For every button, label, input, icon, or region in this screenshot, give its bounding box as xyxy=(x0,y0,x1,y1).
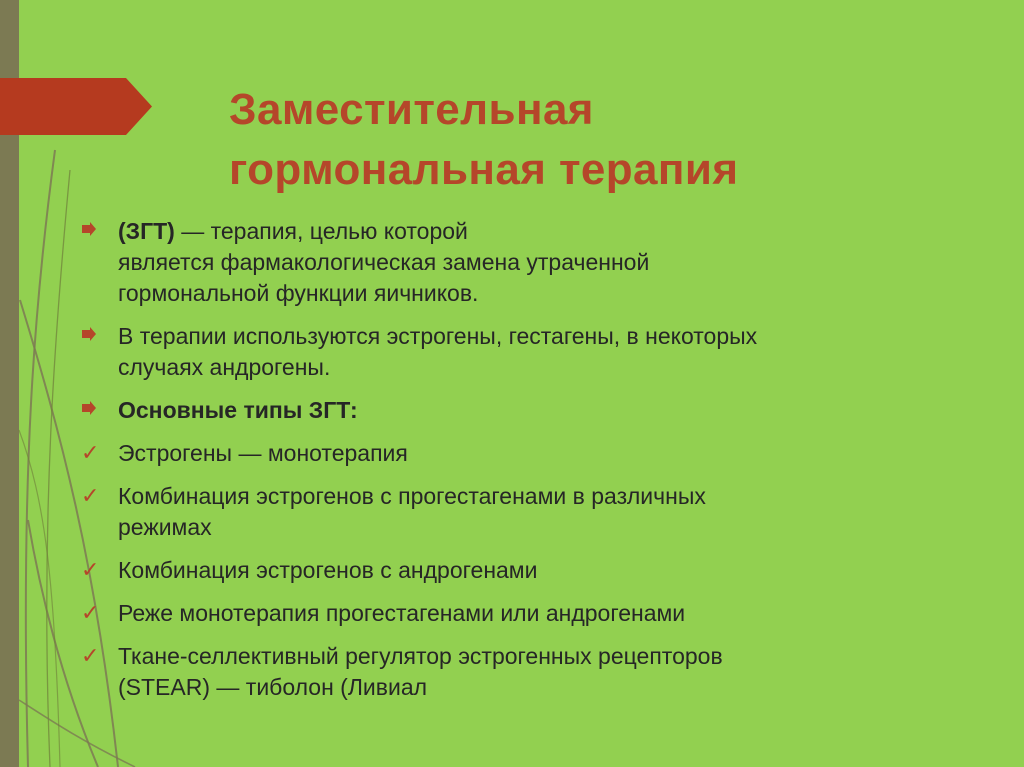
slide-title-line2: гормональная терапия xyxy=(229,145,739,194)
check-icon: ✓ xyxy=(81,600,100,625)
slide-title xyxy=(229,80,989,200)
zgt-definition-line3: гормональной функции яичников. xyxy=(118,280,479,306)
title-arrow-banner xyxy=(0,78,155,135)
check-icon: ✓ xyxy=(81,643,100,668)
list-item xyxy=(82,555,902,586)
type-item-text-line2: режимах xyxy=(118,514,212,540)
type-item-text: Комбинация эстрогенов с прогестагенами в различных xyxy=(118,483,706,509)
slide-title-line1: Заместительная xyxy=(229,85,594,134)
list-item xyxy=(82,481,902,543)
list-item xyxy=(82,598,902,629)
zgt-abbreviation: (ЗГТ) xyxy=(118,218,175,244)
list-item xyxy=(82,216,902,309)
hormones-line2: случаях андрогены. xyxy=(118,354,331,380)
arrow-bullet-icon xyxy=(82,222,96,236)
content-list xyxy=(82,216,902,715)
check-icon: ✓ xyxy=(81,483,100,508)
type-item-text-line2: (STEAR) — тиболон (Ливиал xyxy=(118,674,428,700)
list-item xyxy=(82,641,902,703)
zgt-definition-line2: является фармакологическая замена утраченной xyxy=(118,249,650,275)
zgt-definition-text: — терапия, целью которой xyxy=(174,218,468,244)
main-types-heading: Основные типы ЗГТ: xyxy=(118,397,358,423)
list-item xyxy=(82,395,902,426)
type-item-text: Ткане-селлективный регулятор эстрогенных рецепторов xyxy=(118,643,723,669)
arrow-bullet-icon xyxy=(82,327,96,341)
check-icon: ✓ xyxy=(81,557,100,582)
hormones-line1: В терапии используются эстрогены, гестагены, в некоторых xyxy=(118,323,758,349)
type-item-text: Комбинация эстрогенов с андрогенами xyxy=(118,557,538,583)
list-item xyxy=(82,321,902,383)
list-item xyxy=(82,438,902,469)
arrow-bullet-icon xyxy=(82,401,96,415)
type-item-text: Реже монотерапия прогестагенами или андрогенами xyxy=(118,600,686,626)
check-icon: ✓ xyxy=(81,440,100,465)
type-item-text: Эстрогены — монотерапия xyxy=(118,440,408,466)
